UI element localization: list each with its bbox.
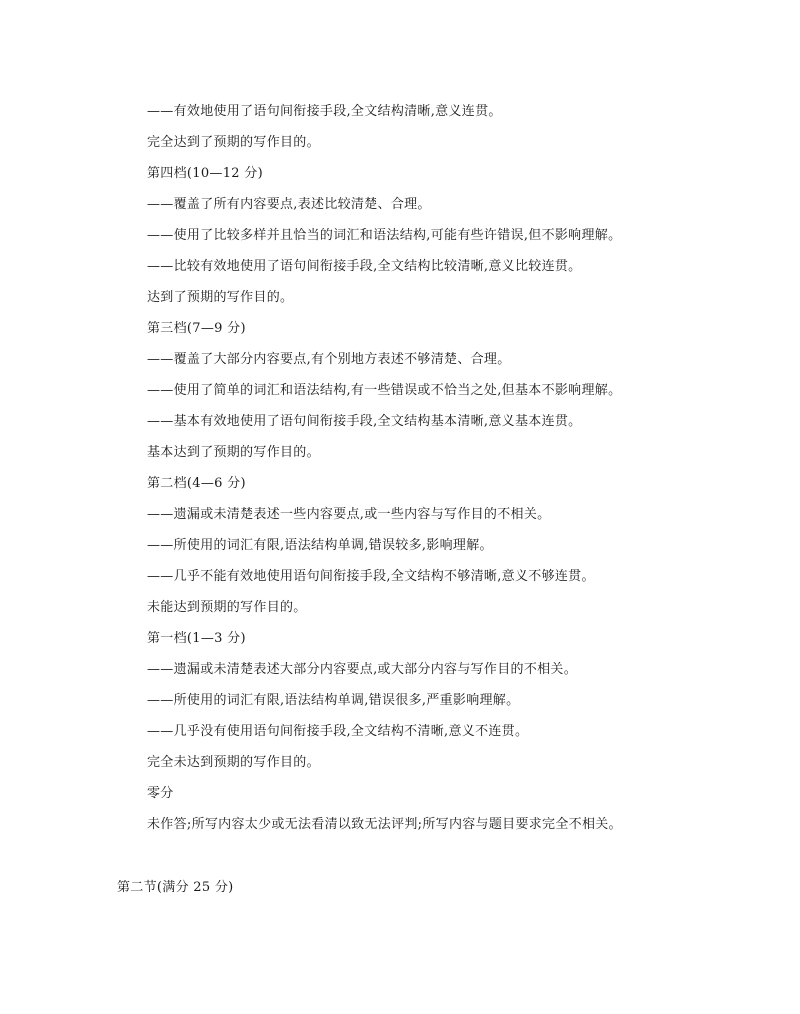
criterion-line: ——覆盖了所有内容要点,表述比较清楚、合理。: [147, 197, 431, 212]
grade-heading: 第二档(4—6 分): [147, 476, 246, 491]
section-heading: 第二节(满分 25 分): [117, 880, 234, 895]
criterion-line: ——几乎没有使用语句间衔接手段,全文结构不清晰,意义不连贯。: [147, 724, 529, 739]
criterion-line: ——使用了比较多样并且恰当的词汇和语法结构,可能有些许错误,但不影响理解。: [147, 228, 622, 243]
summary-line: 完全达到了预期的写作目的。: [147, 135, 320, 150]
criterion-line: ——覆盖了大部分内容要点,有个别地方表述不够清楚、合理。: [147, 352, 511, 367]
grade-heading: 第四档(10—12 分): [147, 166, 263, 181]
criterion-line: ——所使用的词汇有限,语法结构单调,错误较多,影响理解。: [147, 538, 493, 553]
criterion-line: ——遗漏或未清楚表述一些内容要点,或一些内容与写作目的不相关。: [147, 507, 551, 522]
grade-heading: 零分: [147, 786, 174, 801]
criterion-line: ——基本有效地使用了语句间衔接手段,全文结构基本清晰,意义基本连贯。: [147, 414, 582, 429]
summary-line: 达到了预期的写作目的。: [147, 290, 294, 305]
criterion-line: ——使用了简单的词汇和语法结构,有一些错误或不恰当之处,但基本不影响理解。: [147, 383, 622, 398]
criterion-line: ——有效地使用了语句间衔接手段,全文结构清晰,意义连贯。: [147, 104, 502, 119]
criterion-line: ——所使用的词汇有限,语法结构单调,错误很多,严重影响理解。: [147, 693, 520, 708]
summary-line: 未作答;所写内容太少或无法看清以致无法评判;所写内容与题目要求完全不相关。: [147, 817, 622, 832]
grade-heading: 第一档(1—3 分): [147, 631, 246, 646]
summary-line: 基本达到了预期的写作目的。: [147, 445, 320, 460]
criterion-line: ——比较有效地使用了语句间衔接手段,全文结构比较清晰,意义比较连贯。: [147, 259, 582, 274]
criterion-line: ——遗漏或未清楚表述大部分内容要点,或大部分内容与写作目的不相关。: [147, 662, 578, 677]
grade-heading: 第三档(7—9 分): [147, 321, 246, 336]
summary-line: 完全未达到预期的写作目的。: [147, 755, 320, 770]
summary-line: 未能达到预期的写作目的。: [147, 600, 307, 615]
criterion-line: ——几乎不能有效地使用语句间衔接手段,全文结构不够清晰,意义不够连贯。: [147, 569, 595, 584]
